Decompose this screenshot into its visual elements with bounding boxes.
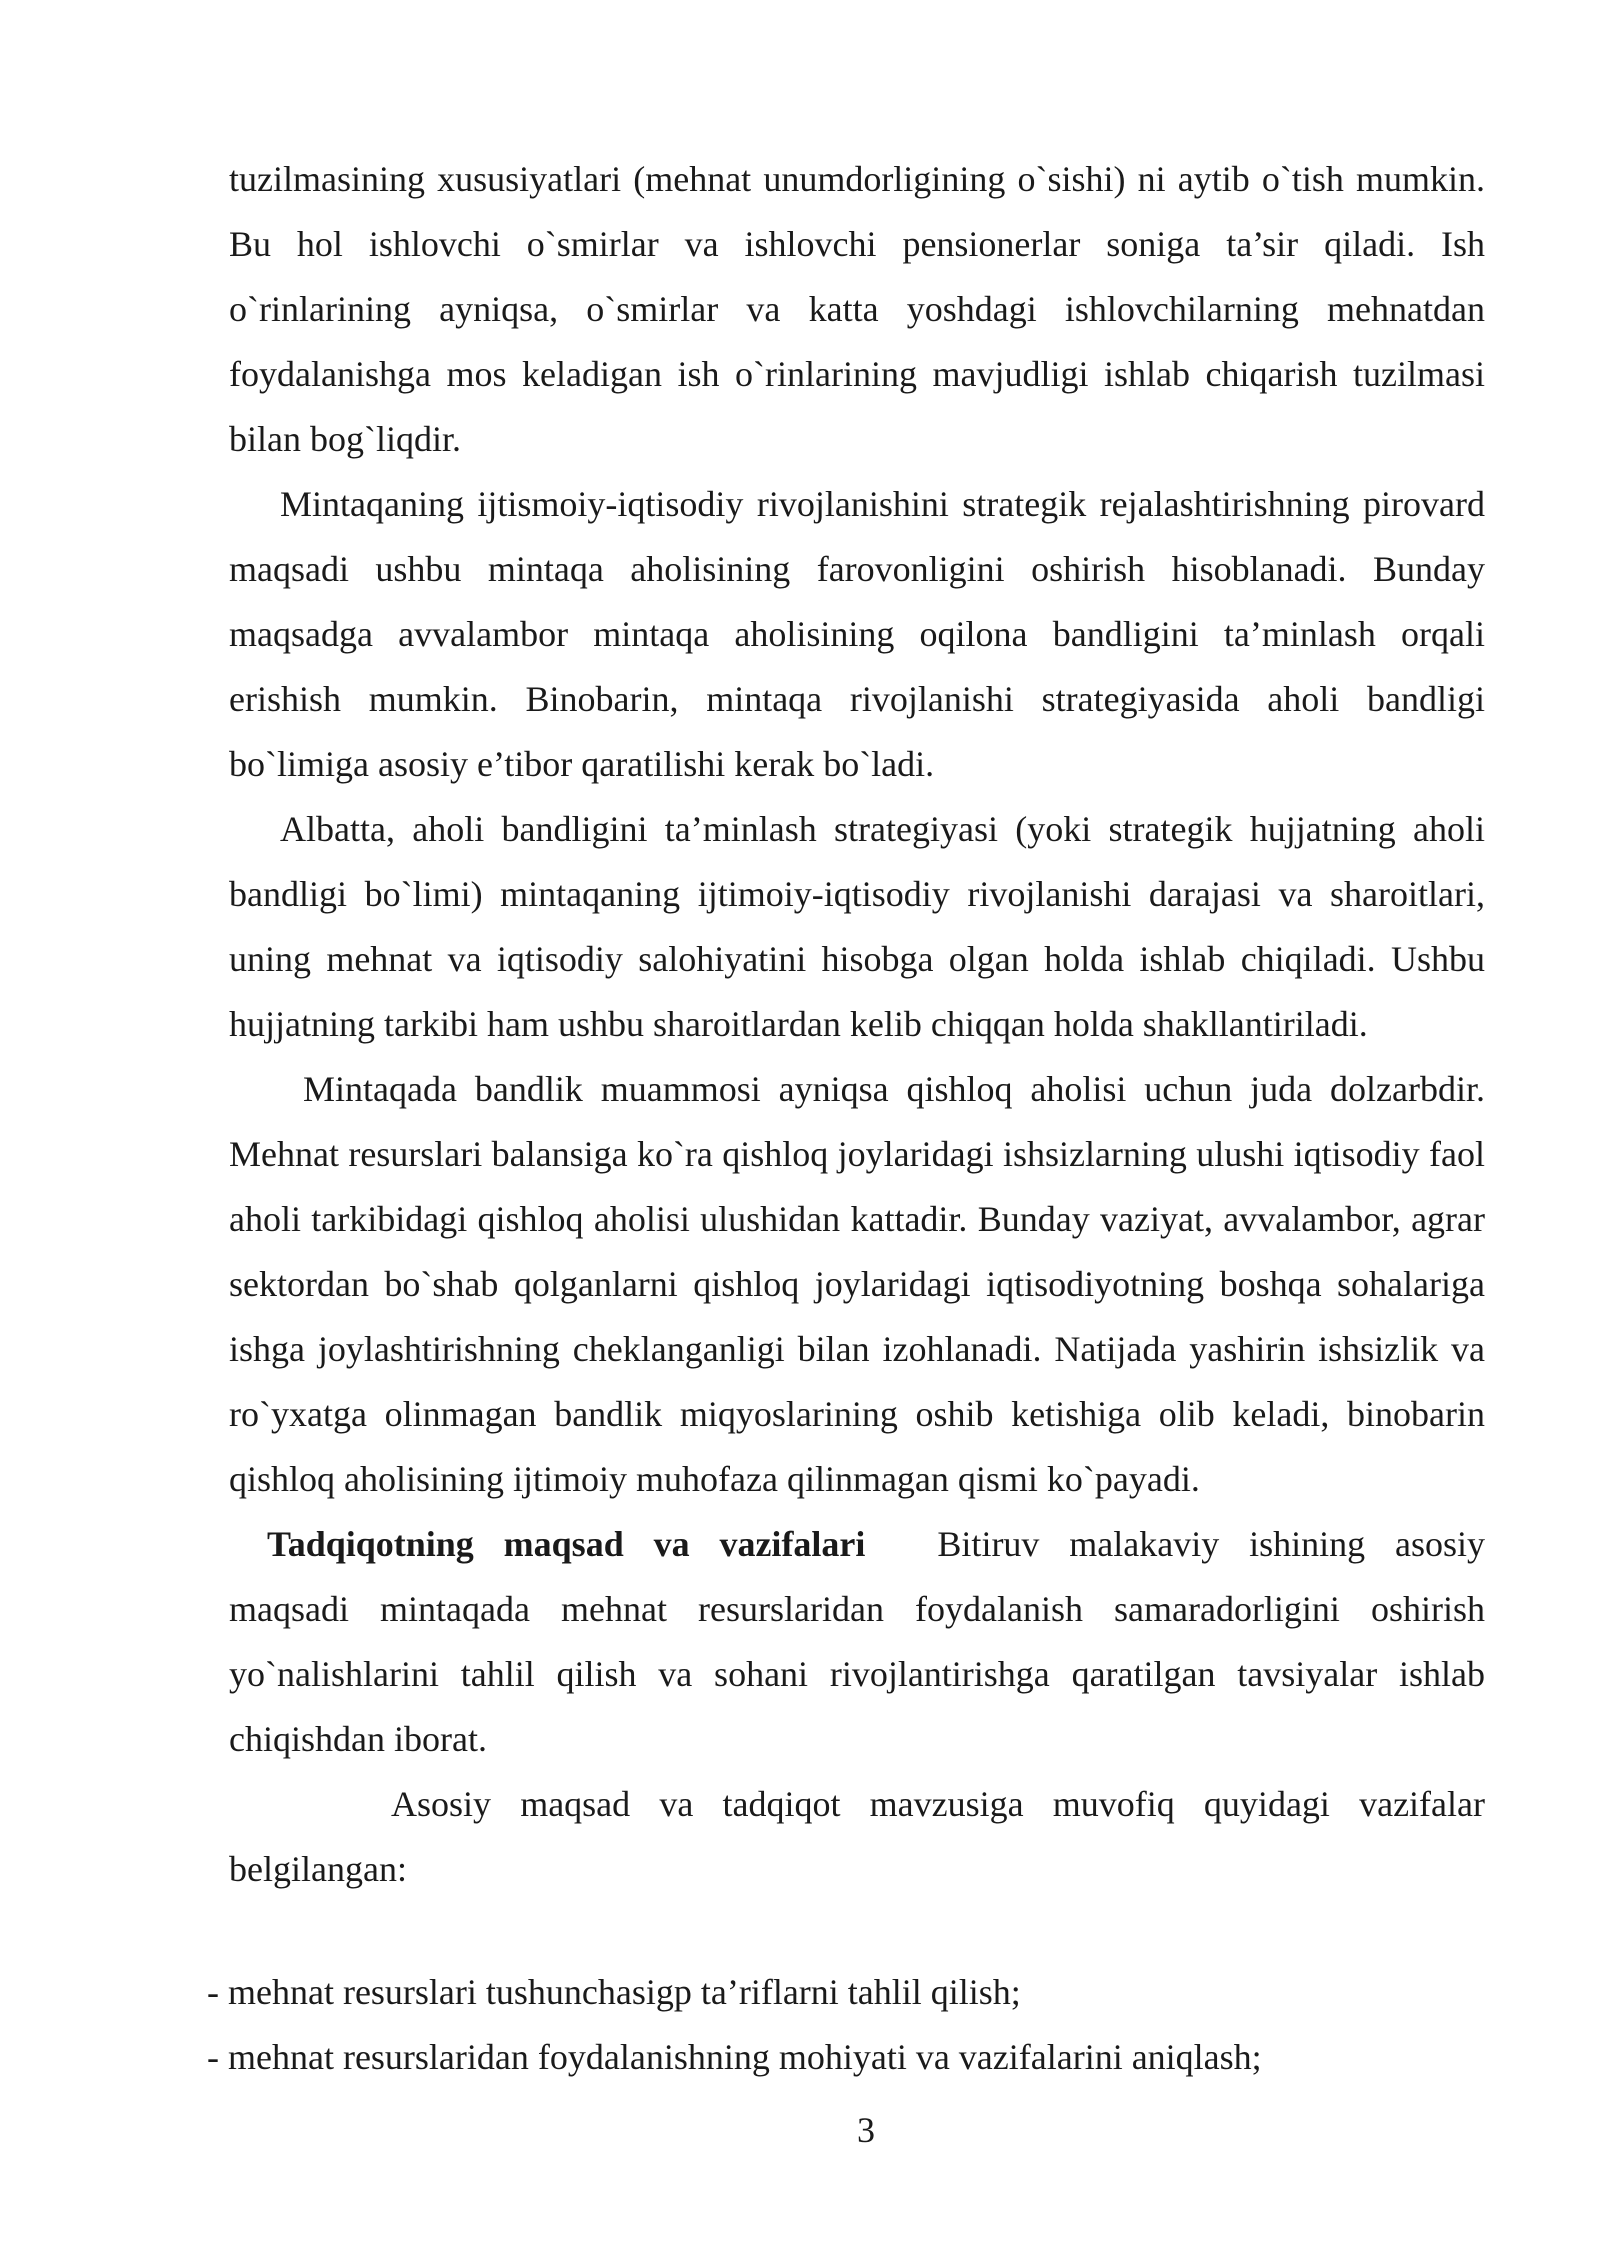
section-heading: Tadqiqotning maqsad va vazifalari — [267, 1524, 866, 1564]
paragraph-5 — [229, 1512, 1485, 1772]
list-item: - mehnat resurslari tushunchasigp ta’riflarni tahlil qilish; — [207, 1972, 1021, 2012]
paragraph-2: Mintaqaning ijtismoiy-iqtisodiy rivojlanishini strategik rejalashtirishning pirovard maqsadi ushbu mintaqa aholisining farovonligini oshirish hisoblanadi. Bunday maqsadga avvalambor mintaqa aholisining oqilona bandligini ta’minlash orqali erishish mumkin. Binobarin, mintaqa rivojlanishi strategiyasida aholi bandligi bo`limiga asosiy e’tibor qaratilishi kerak bo`ladi. — [229, 484, 1485, 784]
page-body — [229, 147, 1485, 1902]
paragraph-5-text: Bitiruv malakaviy ishining asosiy maqsadi mintaqada mehnat resurslaridan foydalanish samaradorligini oshirish yo`nalishlarini tahlil qilish va sohani rivojlantirishga qaratilgan tavsiyalar ishlab chiqishdan iborat. — [229, 1524, 1485, 1759]
paragraph-1: tuzilmasining xususiyatlari (mehnat unumdorligining o`sishi) ni aytib o`tish mumkin. Bu hol ishlovchi o`smirlar va ishlovchi pensionerlar soniga ta’sir qiladi. Ish o`rinlarining ayniqsa, o`smirlar va katta yoshdagi ishlovchilarning mehnatdan foydalanishga mos keladigan ish o`rinlarining mavjudligi ishlab chiqarish tuzilmasi bilan bog`liqdir. — [229, 159, 1485, 459]
paragraph-6: Asosiy maqsad va tadqiqot mavzusiga muvofiq quyidagi vazifalar belgilangan: — [229, 1784, 1485, 1889]
paragraph-4: Mintaqada bandlik muammosi ayniqsa qishloq aholisi uchun juda dolzarbdir. Mehnat resurslari balansiga ko`ra qishloq joylaridagi ishsizlarning ulushi iqtisodiy faol aholi tarkibidagi qishloq aholisi ulushidan kattadir. Bunday vaziyat, avvalambor, agrar sektordan bo`shab qolganlarni qishloq joylaridagi iqtisodiyotning boshqa sohalariga ishga joylashtirishning cheklanganligi bilan izohlanadi. Natijada yashirin ishsizlik va ro`yxatga olinmagan bandlik miqyoslarining oshib ketishiga olib keladi, binobarin qishloq aholisining ijtimoiy muhofaza qilinmagan qismi ko`payadi. — [229, 1069, 1485, 1499]
paragraph-3: Albatta, aholi bandligini ta’minlash strategiyasi (yoki strategik hujjatning aholi bandligi bo`limi) mintaqaning ijtimoiy-iqtisodiy rivojlanishi darajasi va sharoitlari, uning mehnat va iqtisodiy salohiyatini hisobga olgan holda ishlab chiqiladi. Ushbu hujjatning tarkibi ham ushbu sharoitlardan kelib chiqqan holda shakllantiriladi. — [229, 809, 1485, 1044]
task-list — [207, 1960, 1507, 2090]
page-number: 3 — [857, 2110, 875, 2150]
list-item: - mehnat resurslaridan foydalanishning mohiyati va vazifalarini aniqlash; — [207, 2037, 1262, 2077]
